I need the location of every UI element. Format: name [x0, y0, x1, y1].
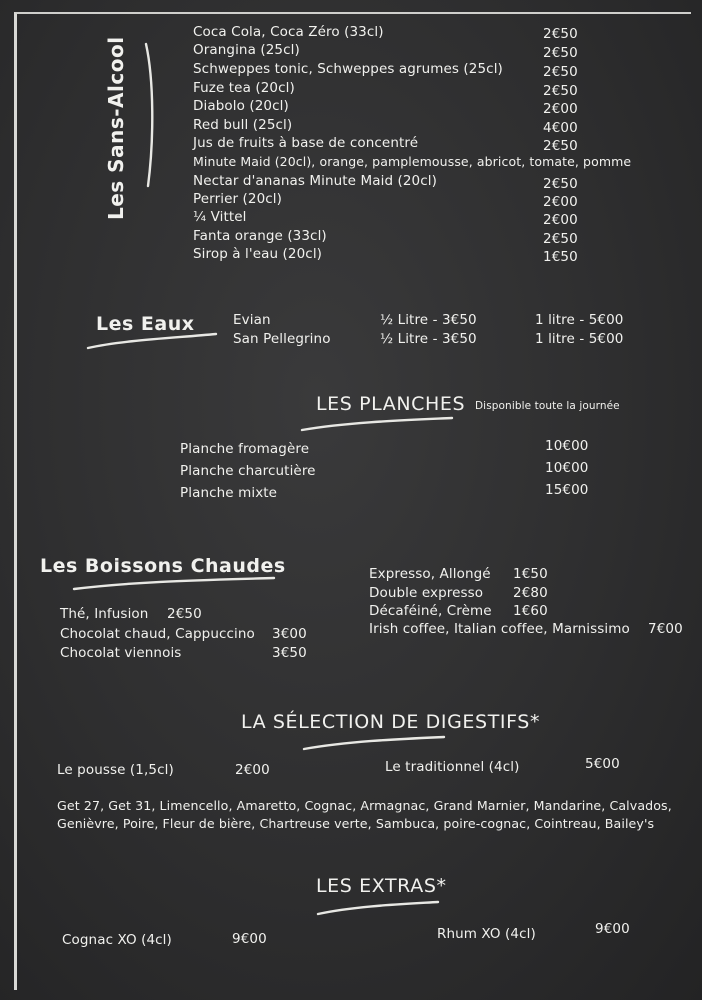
- chaude-name: Thé, Infusion: [60, 606, 149, 622]
- extra-name: Rhum XO (4cl): [437, 926, 536, 942]
- water-name: San Pellegrino: [233, 331, 331, 347]
- planche-price: 10€00: [545, 460, 589, 476]
- item-price: 1€50: [543, 249, 578, 265]
- swoosh-chaudes: [70, 575, 280, 593]
- chaude-name: Chocolat chaud, Cappuccino: [60, 626, 255, 642]
- section-title-digestifs: LA SÉLECTION DE DIGESTIFS*: [241, 711, 541, 733]
- water-litre-price: 1 litre - 5€00: [535, 312, 624, 328]
- digestifs-list-line: Genièvre, Poire, Fleur de bière, Chartreuse verte, Sambuca, poire-cognac, Cointreau, Bailey's: [57, 816, 655, 831]
- item-name: Nectar d'ananas Minute Maid (20cl): [193, 173, 437, 189]
- item-name: Fuze tea (20cl): [193, 80, 295, 96]
- item-price: 2€50: [543, 231, 578, 247]
- planches-note: Disponible toute la journée: [475, 400, 620, 412]
- section-title-sans-alcool: Les Sans-Alcool: [104, 36, 128, 220]
- section-title-eaux: Les Eaux: [96, 313, 195, 335]
- item-name: Coca Cola, Coca Zéro (33cl): [193, 24, 384, 40]
- section-title-extras: LES EXTRAS*: [316, 875, 447, 897]
- planche-name: Planche mixte: [180, 485, 278, 501]
- water-half-price: ½ Litre - 3€50: [380, 312, 477, 328]
- item-price: 2€00: [543, 101, 578, 117]
- digestifs-list-line: Get 27, Get 31, Limencello, Amaretto, Cognac, Armagnac, Grand Marnier, Mandarine, Calvados,: [57, 798, 672, 813]
- water-name: Evian: [233, 312, 271, 328]
- chaude-price: 1€60: [513, 603, 548, 619]
- section-title-chaudes: Les Boissons Chaudes: [40, 555, 286, 577]
- swoosh-eaux: [84, 330, 224, 354]
- chaude-name: Décaféiné, Crème: [369, 603, 492, 619]
- item-price: 2€50: [543, 26, 578, 42]
- chaude-name: Double expresso: [369, 585, 484, 601]
- item-name: Jus de fruits à base de concentré: [193, 135, 419, 151]
- swoosh-digestifs: [300, 733, 450, 753]
- section-title-planches: LES PLANCHES: [316, 393, 466, 415]
- chaude-name: Chocolat viennois: [60, 645, 182, 661]
- swoosh-extras: [314, 898, 444, 918]
- item-name: Perrier (20cl): [193, 191, 283, 207]
- chaude-price: 3€50: [272, 645, 307, 661]
- item-price: 2€50: [543, 138, 578, 154]
- item-price: 2€00: [543, 212, 578, 228]
- water-half-price: ½ Litre - 3€50: [380, 331, 477, 347]
- chaude-price: 2€80: [513, 585, 548, 601]
- extra-name: Cognac XO (4cl): [62, 932, 172, 948]
- chaude-price: 3€00: [272, 626, 307, 642]
- chaude-price: 7€00: [648, 621, 683, 637]
- chaude-price: 2€50: [167, 606, 202, 622]
- traditionnel-price: 5€00: [585, 756, 620, 772]
- planche-price: 15€00: [545, 482, 589, 498]
- swoosh-planches: [298, 414, 458, 434]
- item-name: Orangina (25cl): [193, 42, 300, 58]
- item-price: 2€50: [543, 176, 578, 192]
- planche-price: 10€00: [545, 438, 589, 454]
- pousse-name: Le pousse (1,5cl): [57, 762, 174, 778]
- swoosh-sans-alcool: [140, 40, 160, 190]
- chaude-name: Expresso, Allongé: [369, 566, 491, 582]
- item-price: 2€50: [543, 64, 578, 80]
- item-name: Fanta orange (33cl): [193, 228, 327, 244]
- item-name: Minute Maid (20cl), orange, pamplemousse, abricot, tomate, pomme: [193, 154, 632, 169]
- traditionnel-name: Le traditionnel (4cl): [385, 759, 520, 775]
- item-price: 2€50: [543, 45, 578, 61]
- item-name: ¼ Vittel: [193, 209, 247, 225]
- chaude-price: 1€50: [513, 566, 548, 582]
- planche-name: Planche charcutière: [180, 463, 316, 479]
- planche-name: Planche fromagère: [180, 441, 310, 457]
- chaude-name: Irish coffee, Italian coffee, Marnissimo: [369, 621, 630, 637]
- pousse-price: 2€00: [235, 762, 270, 778]
- item-price: 2€00: [543, 194, 578, 210]
- item-price: 2€50: [543, 83, 578, 99]
- extra-price: 9€00: [232, 931, 267, 947]
- item-name: Schweppes tonic, Schweppes agrumes (25cl): [193, 61, 503, 77]
- item-price: 4€00: [543, 120, 578, 136]
- water-litre-price: 1 litre - 5€00: [535, 331, 624, 347]
- item-name: Diabolo (20cl): [193, 98, 289, 114]
- item-name: Sirop à l'eau (20cl): [193, 246, 323, 262]
- extra-price: 9€00: [595, 921, 630, 937]
- item-name: Red bull (25cl): [193, 117, 293, 133]
